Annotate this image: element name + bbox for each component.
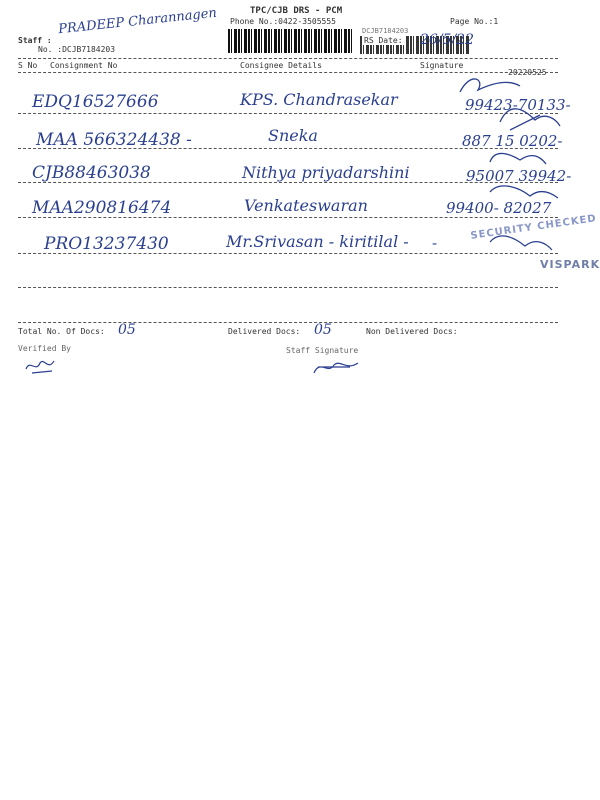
- staff-name-handwritten: PRADEEP Charannagen: [57, 5, 218, 38]
- document-title: TPC/CJB DRS - PCM: [250, 6, 343, 16]
- vispark-stamp: VISPARK: [540, 258, 600, 271]
- total-docs-value: 05: [118, 322, 136, 338]
- row-consignee: Sneka: [268, 126, 318, 145]
- column-consignee: Consignee Details: [240, 61, 322, 70]
- staff-signature: [310, 355, 365, 379]
- row-phone: 99423-70133-: [465, 96, 571, 114]
- barcode-caption: DCJB7184203: [362, 27, 409, 35]
- verified-signature: [22, 355, 62, 377]
- column-sno: S No: [18, 61, 38, 70]
- row-phone: 99400- 82027: [446, 199, 552, 217]
- drs-number: No. :DCJB7184203: [38, 45, 116, 54]
- row-consignee: Venkateswaran: [244, 196, 368, 215]
- drs-barcode: [228, 29, 353, 53]
- date-code: 20220525: [508, 68, 547, 77]
- column-consignment: Consignment No: [50, 61, 118, 70]
- row-consignee: KPS. Chandrasekar: [240, 90, 398, 109]
- row-consignee: Nithya priyadarshini: [242, 163, 410, 182]
- row-consignee: Mr.Srivasan - kiritilal -: [226, 232, 409, 251]
- non-delivered-docs-label: Non Delivered Docs:: [366, 327, 458, 336]
- row-phone: 887 15 0202-: [462, 132, 563, 150]
- row-phone: -: [432, 234, 438, 252]
- staff-signature-label: Staff Signature: [286, 346, 359, 355]
- row-consignment: MAA 566324438 -: [36, 130, 192, 150]
- row-consignment: PRO13237430: [44, 234, 169, 254]
- phone-number: Phone No.:0422-3505555: [230, 17, 336, 26]
- delivered-docs-label: Delivered Docs:: [228, 327, 301, 336]
- footer-rule: [18, 322, 558, 323]
- column-signature: Signature: [420, 61, 464, 70]
- row-consignment: CJB88463038: [32, 163, 151, 183]
- page-number: Page No.:1: [450, 17, 499, 26]
- header-top-rule: [18, 58, 558, 59]
- row-consignment: MAA290816474: [32, 198, 172, 218]
- delivered-docs-value: 05: [314, 322, 332, 338]
- verified-by-label: Verified By: [18, 344, 71, 353]
- total-docs-label: Total No. Of Docs:: [18, 327, 105, 336]
- security-stamp: SECURITY CHECKED: [469, 213, 598, 242]
- rs-date-handwritten: 26/5/22: [420, 32, 474, 48]
- rs-date-label: RS Date:: [364, 36, 403, 45]
- row-consignment: EDQ16527666: [32, 92, 159, 112]
- table-end-rule: [18, 287, 558, 288]
- staff-label: Staff :: [18, 36, 52, 45]
- row-phone: 95007 39942-: [466, 167, 572, 185]
